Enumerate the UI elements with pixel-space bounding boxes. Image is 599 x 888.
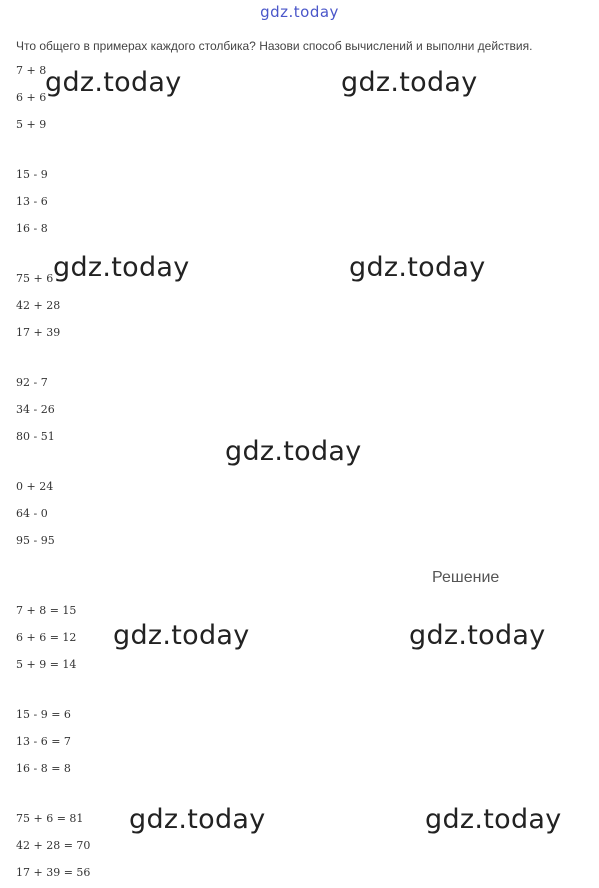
example-line: 80 - 51 [16, 430, 55, 443]
example-line: 16 - 8 [16, 222, 48, 235]
watermark: gdz.today [425, 804, 562, 835]
solution-line: 13 - 6 = 7 [16, 735, 71, 748]
site-header-logo: gdz.today [260, 3, 339, 21]
watermark: gdz.today [129, 804, 266, 835]
watermark: gdz.today [53, 252, 190, 283]
example-line: 17 + 39 [16, 326, 61, 339]
example-line: 92 - 7 [16, 376, 48, 389]
task-instruction: Что общего в примерах каждого столбика? Назови способ вычислений и выполни действия. [16, 39, 533, 53]
watermark: gdz.today [113, 620, 250, 651]
example-line: 34 - 26 [16, 403, 55, 416]
example-line: 15 - 9 [16, 168, 48, 181]
example-line: 64 - 0 [16, 507, 48, 520]
solution-line: 16 - 8 = 8 [16, 762, 71, 775]
watermark: gdz.today [349, 252, 486, 283]
solution-line: 5 + 9 = 14 [16, 658, 77, 671]
solution-line: 42 + 28 = 70 [16, 839, 91, 852]
watermark: gdz.today [45, 67, 182, 98]
example-line: 7 + 8 [16, 64, 47, 77]
example-line: 42 + 28 [16, 299, 61, 312]
example-line: 0 + 24 [16, 480, 54, 493]
solution-line: 75 + 6 = 81 [16, 812, 84, 825]
example-line: 5 + 9 [16, 118, 47, 131]
example-line: 75 + 6 [16, 272, 54, 285]
example-line: 95 - 95 [16, 534, 55, 547]
example-line: 6 + 6 [16, 91, 47, 104]
solution-line: 6 + 6 = 12 [16, 631, 77, 644]
solution-line: 15 - 9 = 6 [16, 708, 71, 721]
solution-line: 17 + 39 = 56 [16, 866, 91, 879]
solution-heading: Решение [432, 569, 500, 586]
watermark: gdz.today [225, 436, 362, 467]
watermark: gdz.today [341, 67, 478, 98]
watermark: gdz.today [409, 620, 546, 651]
solution-line: 7 + 8 = 15 [16, 604, 77, 617]
example-line: 13 - 6 [16, 195, 48, 208]
